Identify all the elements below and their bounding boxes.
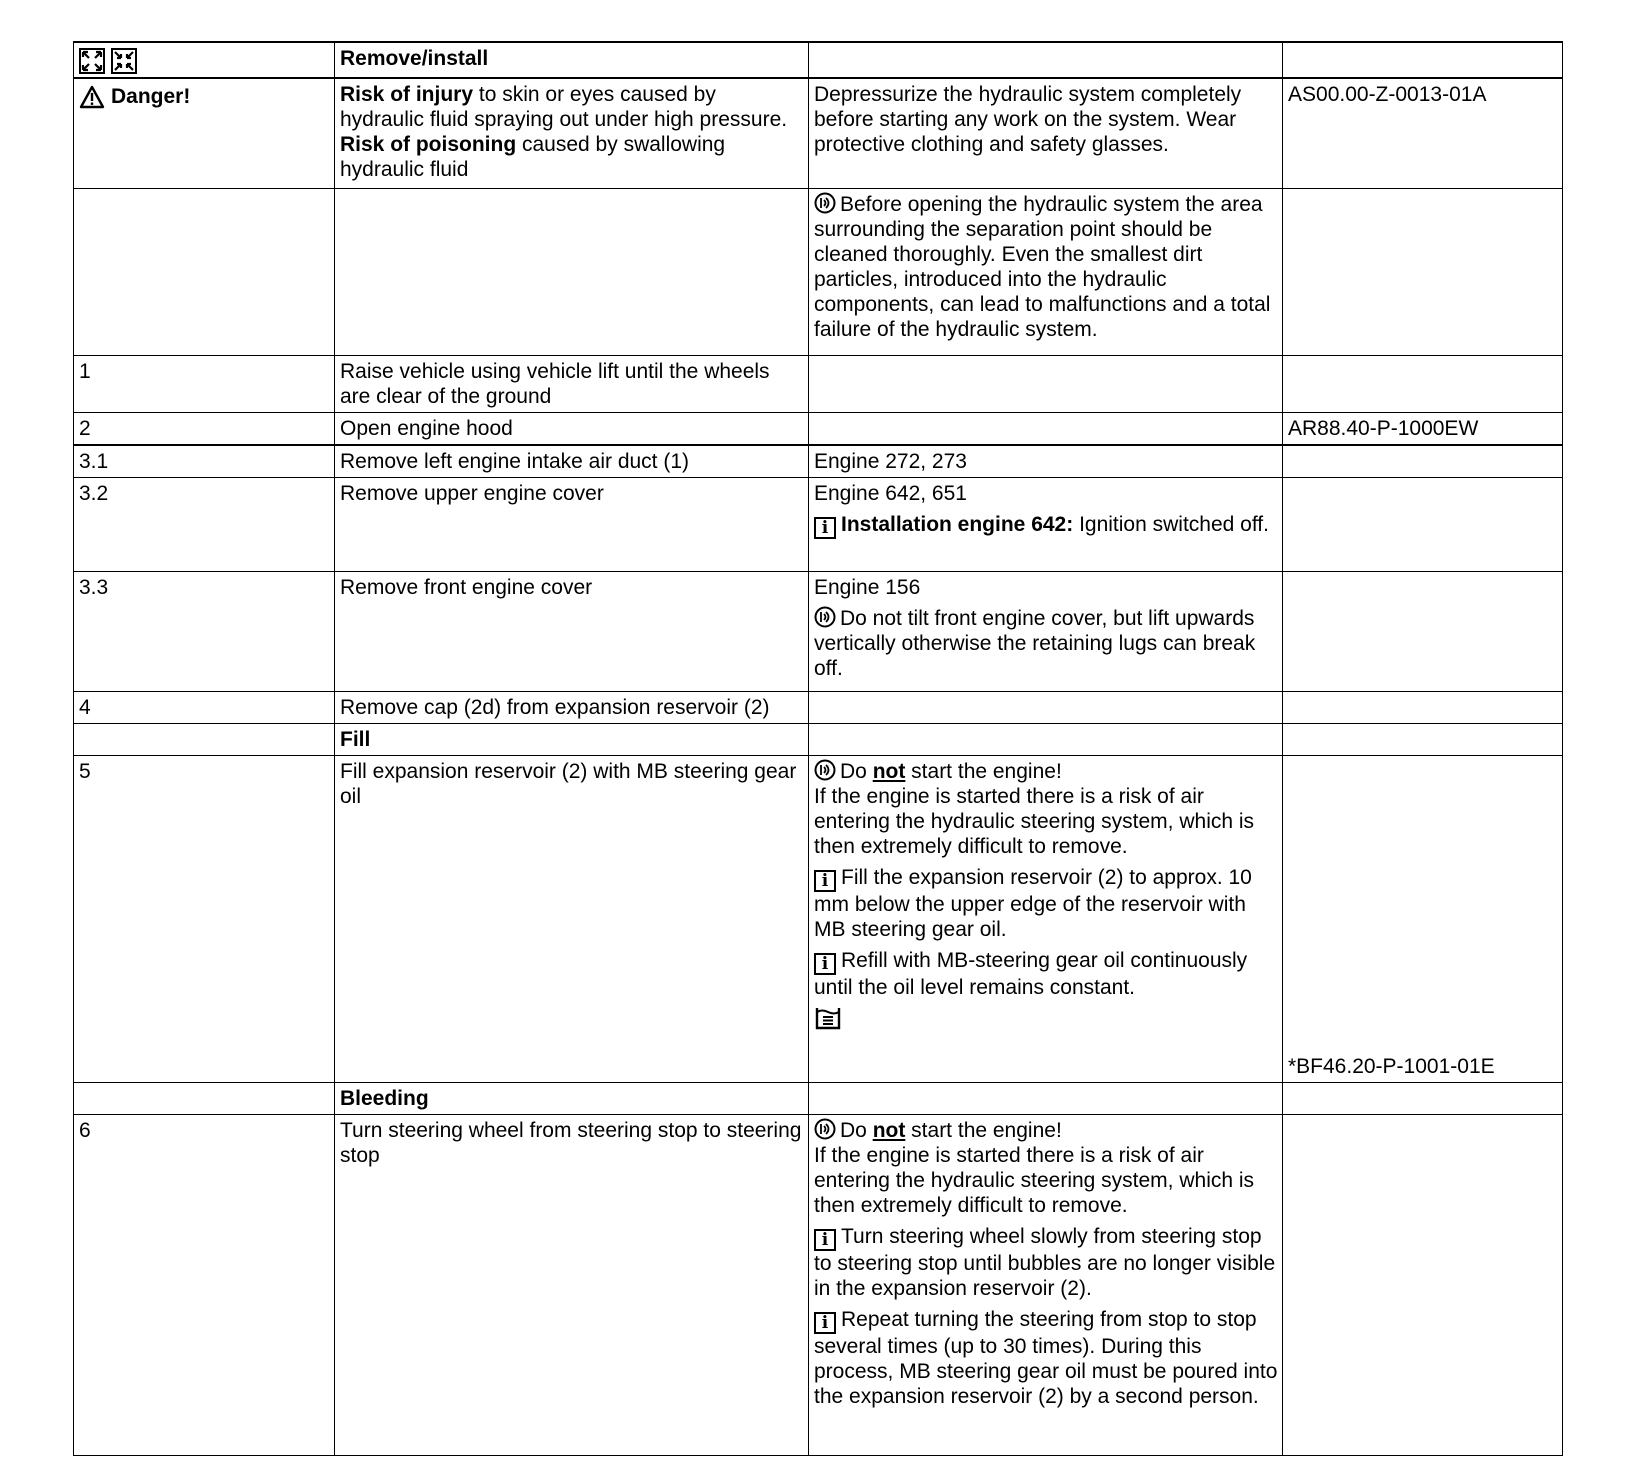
step-row: [74, 412, 1563, 445]
step-text: Fill expansion reservoir (2) with MB steering gear oil: [335, 755, 809, 1082]
info-icon: i: [814, 1229, 836, 1251]
step-number: 5: [74, 755, 335, 1082]
step-text: Raise vehicle using vehicle lift until the wheels are clear of the ground: [335, 355, 809, 412]
step-text: Open engine hood: [335, 412, 809, 445]
step-text: Turn steering wheel from steering stop to steering stop: [335, 1114, 809, 1455]
section-heading-row: [74, 723, 1563, 755]
step-row: [74, 691, 1563, 723]
caution-icon: [814, 759, 836, 781]
step-ref: *BF46.20-P-1001-01E: [1288, 1054, 1495, 1078]
info-icon: i: [814, 870, 836, 892]
step-note: Engine 642, 651: [814, 481, 967, 505]
step-row: [74, 445, 1563, 478]
step-number: 2: [74, 412, 335, 445]
caution-icon: [814, 1118, 836, 1140]
step-row: [74, 355, 1563, 412]
step-text: Remove cap (2d) from expansion reservoir (2): [335, 691, 809, 723]
info-icon: i: [814, 953, 836, 975]
warning-triangle-icon: [79, 85, 105, 109]
step-note: Engine 156: [814, 575, 921, 599]
caution-icon: [814, 606, 836, 628]
step-text: Remove upper engine cover: [335, 477, 809, 571]
danger-description: Risk of injury to skin or eyes caused by hydraulic fluid spraying out under high pressure. Risk of poisoning caused by swallowing hydraulic fluid: [335, 78, 809, 188]
danger-action: Depressurize the hydraulic system completely before starting any work on the system. Wear protective clothing and safety glasses.: [809, 78, 1283, 188]
fluid-container-icon: [814, 1006, 842, 1030]
danger-label: Danger!: [111, 85, 191, 108]
step-number: 3.3: [74, 571, 335, 691]
info-icon: i: [814, 1312, 836, 1334]
caution-icon: [814, 192, 836, 214]
section-heading-row: [74, 1082, 1563, 1114]
info-icon: i: [814, 517, 836, 539]
step-number: 3.2: [74, 477, 335, 571]
caution-row: [74, 188, 1563, 355]
danger-row: [74, 78, 1563, 188]
step-row: 5 Fill expansion reservoir (2) with MB steering gear oil Do not start the engine! If the engine is started there is a risk of air entering the hydraulic steering system, which is then extremely difficult to remove. i Fill the expansion reservoir (2) to approx. 10 mm below the upper edge of the reservoir with MB steering gear oil. i Refill with MB-steering gear oil continuously until the oil level remains constant. *BF46.20-P-1001-01E: [74, 755, 1563, 1082]
danger-ref: AS00.00-Z-0013-01A: [1283, 78, 1563, 188]
header-title: Remove/install: [335, 42, 809, 78]
step-number: 4: [74, 691, 335, 723]
step-number: 6: [74, 1114, 335, 1455]
step-number: 3.1: [74, 445, 335, 478]
step-row: 3.3 Remove front engine cover Engine 156 Do not tilt front engine cover, but lift upwards vertically otherwise the retaining lugs can break off.: [74, 571, 1563, 691]
remove-icon: [79, 48, 105, 74]
section-heading: Fill: [335, 723, 809, 755]
header-row: [74, 42, 1563, 78]
step-text: Remove front engine cover: [335, 571, 809, 691]
caution-note: Before opening the hydraulic system the area surrounding the separation point should be cleaned thoroughly. Even the smallest dirt particles, introduced into the hydraulic components, can lead to malfunctions and a total failure of the hydraulic system.: [814, 192, 1271, 341]
step-number: 1: [74, 355, 335, 412]
step-row: 3.2 Remove upper engine cover Engine 642, 651 i Installation engine 642: Ignition switched off.: [74, 477, 1563, 571]
step-text: Remove left engine intake air duct (1): [335, 445, 809, 478]
header-icons-cell: [74, 42, 335, 78]
procedure-table: [73, 41, 1563, 1456]
step-ref: AR88.40-P-1000EW: [1283, 412, 1563, 445]
install-icon: [111, 48, 137, 74]
step-note: Engine 272, 273: [809, 445, 1283, 478]
step-row: 6 Turn steering wheel from steering stop to steering stop Do not start the engine! If the engine is started there is a risk of air entering the hydraulic steering system, which is then extremely difficult to remove. i Turn steering wheel slowly from steering stop to steering stop until bubbles are no longer visible in the expansion reservoir (2). i Repeat turning the steering from stop to stop several times (up to 30 times). During this process, MB steering gear oil must be poured into the expansion reservoir (2) by a second person.: [74, 1114, 1563, 1455]
section-heading: Bleeding: [335, 1082, 809, 1114]
